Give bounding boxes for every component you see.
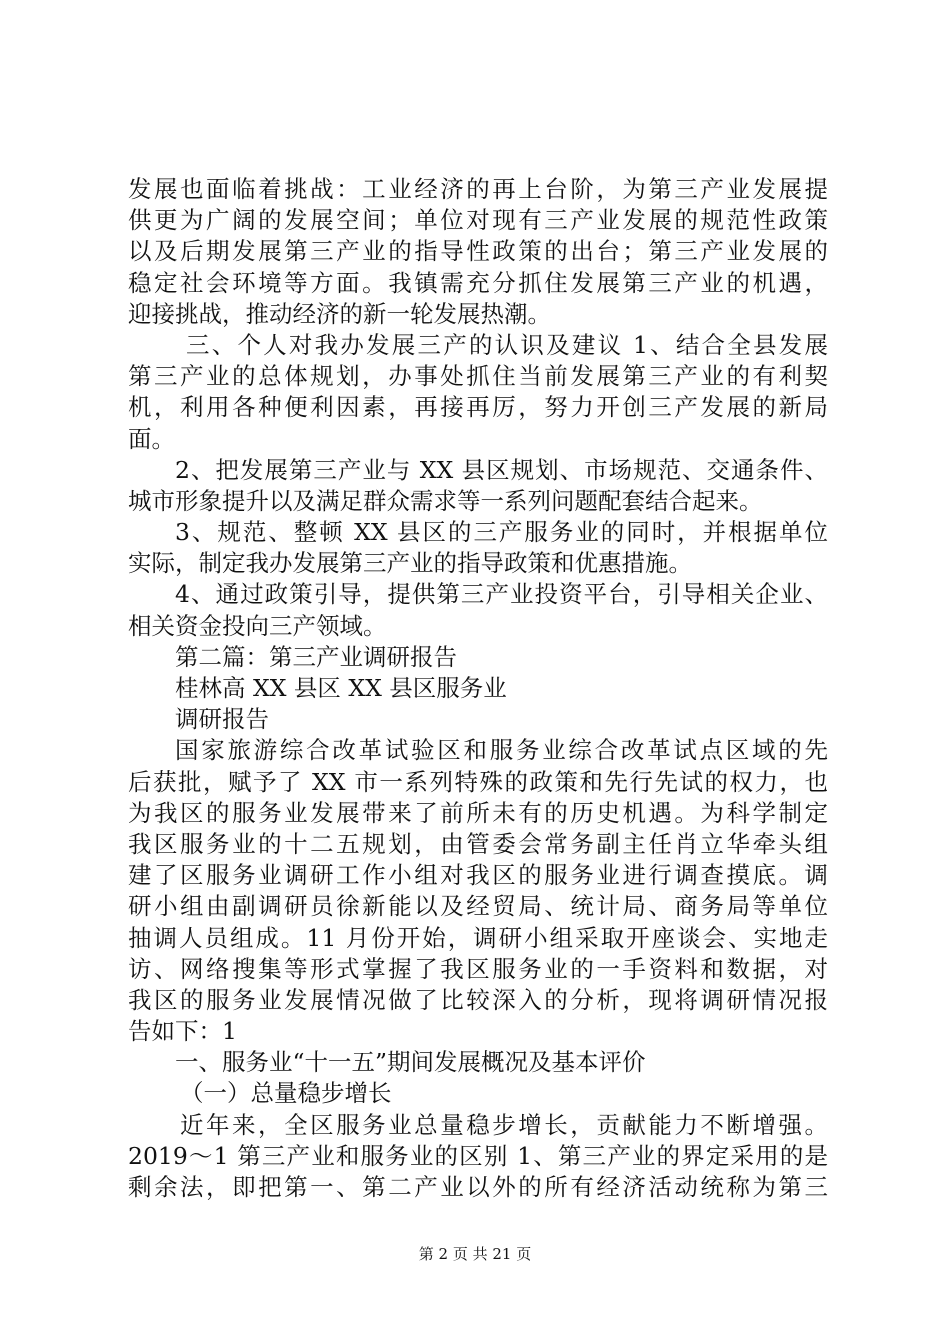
text-line: 三、个人对我办发展三产的认识及建议 1、结合全县发展 — [186, 330, 828, 359]
text-line: 发展也面临着挑战：工业经济的再上台阶，为第三产业发展提 — [128, 175, 828, 203]
text-line: 剩余法，即把第一、第二产业以外的所有经济活动统称为第三 — [128, 1173, 828, 1201]
text-line: 为我区的服务业发展带来了前所未有的历史机遇。为科学制定 — [128, 798, 828, 827]
text-line: 稳定社会环境等方面。我镇需充分抓住发展第三产业的机遇， — [128, 268, 828, 297]
report-title: 调研报告 — [175, 705, 269, 734]
report-title: 桂林高 XX 县区 XX 县区服务业 — [175, 674, 507, 702]
text-line: 近年来，全区服务业总量稳步增长，贡献能力不断增强。 — [180, 1110, 828, 1139]
text-line: 相关资金投向三产领域。 — [128, 611, 387, 640]
text-line: 后获批，赋予了 XX 市一系列特殊的政策和先行先试的权力，也 — [128, 767, 828, 796]
text-line: 机，利用各种便利因素，再接再厉，努力开创三产发展的新局 — [128, 393, 828, 422]
text-line: 实际，制定我办发展第三产业的指导政策和优惠措施。 — [128, 549, 692, 578]
text-line: 以及后期发展第三产业的指导性政策的出台；第三产业发展的 — [128, 237, 828, 266]
text-line: 告如下：1 — [128, 1017, 237, 1046]
subsection-heading: （一）总量稳步增长 — [180, 1079, 392, 1108]
text-line: 建了区服务业调研工作小组对我区的服务业进行调查摸底。调 — [128, 861, 828, 890]
text-line: 城市形象提升以及满足群众需求等一系列问题配套结合起来。 — [128, 486, 763, 515]
text-line: 供更为广阔的发展空间；单位对现有三产业发展的规范性政策 — [128, 206, 828, 235]
page-number: 第 2 页 共 21 页 — [418, 1245, 532, 1263]
text-line: 3、规范、整顿 XX 县区的三产服务业的同时，并根据单位 — [175, 518, 828, 547]
text-line: 我区的服务业发展情况做了比较深入的分析，现将调研情况报 — [128, 985, 828, 1014]
text-line: 第三产业的总体规划，办事处抓住当前发展第三产业的有利契 — [128, 362, 828, 391]
document-body — [128, 174, 828, 1203]
text-line: 研小组由副调研员徐新能以及经贸局、统计局、商务局等单位 — [128, 892, 828, 921]
text-line: 2019～1 第三产业和服务业的区别 1、第三产业的界定采用的是 — [128, 1141, 828, 1170]
section-heading: 一、服务业“十一五”期间发展概况及基本评价 — [175, 1048, 646, 1077]
text-line: 面。 — [128, 424, 175, 453]
text-line: 4、通过政策引导，提供第三产业投资平台，引导相关企业、 — [175, 580, 828, 609]
text-line: 迎接挑战，推动经济的新一轮发展热潮。 — [128, 299, 551, 328]
section-heading: 第二篇：第三产业调研报告 — [175, 642, 457, 671]
text-line: 国家旅游综合改革试验区和服务业综合改革试点区域的先 — [175, 736, 828, 765]
text-line: 抽调人员组成。11 月份开始，调研小组采取开座谈会、实地走 — [128, 923, 828, 952]
text-line: 2、把发展第三产业与 XX 县区规划、市场规范、交通条件、 — [175, 455, 828, 484]
text-line: 访、网络搜集等形式掌握了我区服务业的一手资料和数据，对 — [128, 954, 828, 983]
text-line: 我区服务业的十二五规划，由管委会常务副主任肖立华牵头组 — [128, 829, 828, 858]
